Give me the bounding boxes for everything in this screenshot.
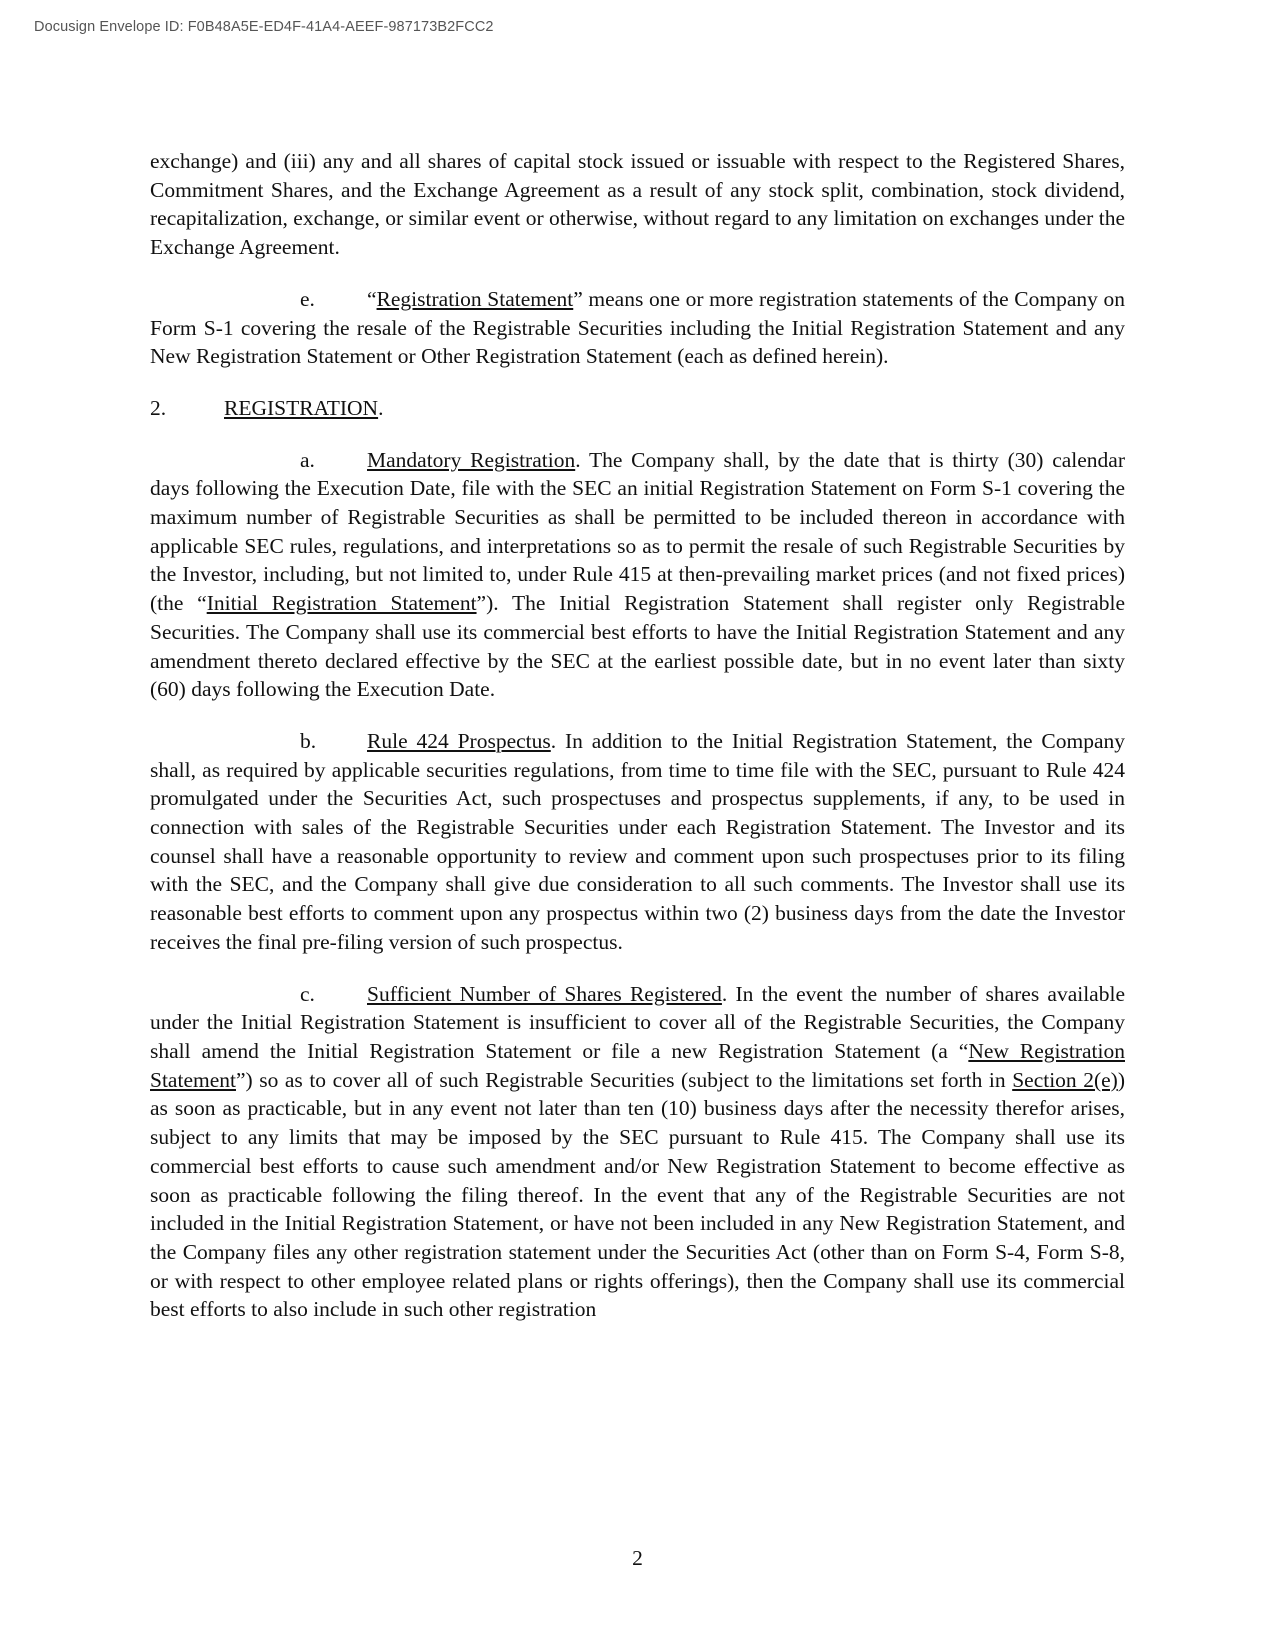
item-a-text-2: ”). The Initial Registration Statement shall register only Registrable Securities. The Company shall use its commercial best efforts to have the Initial Registration Statement and any amendment thereto declared effective by the SEC at the earliest possible date, but in no event later than sixty (60) days following the Execution Date. [150, 591, 1126, 702]
section-2-heading [150, 394, 1125, 423]
item-b-heading: Rule 424 Prospectus [367, 728, 551, 753]
definition-e-text: ” means one or more registration statements of the Company on Form S-1 covering the resale of the Registrable Securities including the Initial Registration Statement and any New Registration Statement or Other Registration Statement (each as defined herein). [150, 286, 1125, 369]
item-c-heading: Sufficient Number of Shares Registered [367, 981, 722, 1006]
item-b-text: . In addition to the Initial Registration Statement, the Company shall, as required by applicable securities regulations, from time to time file with the SEC, pursuant to Rule 424 promulgated under the Securities Act, such prospectuses and prospectus supplements, if any, to be used in connection with sales of the Registrable Securities under each Registration Statement. The Investor and its counsel shall have a reasonable opportunity to review and comment upon such prospectuses prior to its filing with the SEC, and the Company shall give due consideration to all such comments. The Investor shall use its reasonable best efforts to comment upon any prospectus within two (2) business days from the date the Investor receives the final pre-filing version of such prospectus. [150, 728, 1125, 954]
section-2-title: REGISTRATION [224, 395, 379, 420]
item-b [150, 727, 1125, 957]
item-a-text-1: . The Company shall, by the date that is thirty (30) calendar days following the Execution Date, file with the SEC an initial Registration Statement on Form S-1 covering the maximum number of Registrable Securities as shall be permitted to be included thereon in accordance with applicable SEC rules, regulations, and interpretations so as to permit the resale of such Registrable Securities by the Investor, including, but not limited to, under Rule 415 at then-prevailing market prices (and not fixed prices) (the “ [150, 447, 1125, 616]
document-body [150, 147, 1125, 1347]
page-number: 2 [632, 1546, 643, 1570]
definition-e-open-quote: “ [367, 286, 377, 311]
item-a-heading: Mandatory Registration [367, 447, 576, 472]
item-a [150, 446, 1125, 704]
docusign-envelope-id: Docusign Envelope ID: F0B48A5E-ED4F-41A4-AEEF-987173B2FCC2 [34, 19, 494, 35]
section-2-period: . [378, 395, 384, 420]
definition-e [150, 285, 1125, 371]
item-a-term: Initial Registration Statement [206, 591, 477, 616]
paragraph-continuation: exchange) and (iii) any and all shares of capital stock issued or issuable with respect to the Registered Shares, Commitment Shares, and the Exchange Agreement as a result of any stock split, combination, stock dividend, recapitalization, exchange, or similar event or otherwise, without regard to any limitation on exchanges under the Exchange Agreement. [150, 149, 1125, 260]
item-b-label: b. [300, 728, 317, 753]
definition-e-label: e. [300, 286, 315, 311]
item-c-term: New Registration Statement [150, 1038, 1125, 1092]
item-c-text-3: ) as soon as practicable, but in any event not later than ten (10) business days after the necessity therefor arises, subject to any limits that may be imposed by the SEC pursuant to Rule 415. The Company shall use its commercial best efforts to cause such amendment and/or New Registration Statement to become effective as soon as practicable following the filing thereof. In the event that any of the Registrable Securities are not included in the Initial Registration Statement, or have not been included in any New Registration Statement, and the Company files any other registration statement under the Securities Act (other than on Form S-4, Form S-8, or with respect to other employee related plans or rights offerings), then the Company shall use its commercial best efforts to also include in such other registration [150, 1067, 1125, 1322]
item-c-label: c. [300, 981, 315, 1006]
section-2-number: 2. [150, 395, 167, 420]
item-c [150, 980, 1125, 1324]
item-c-text-1: . In the event the number of shares available under the Initial Registration Statement is insufficient to cover all of the Registrable Securities, the Company shall amend the Initial Registration Statement or file a new Registration Statement (a “ [150, 981, 1125, 1063]
item-c-section-ref: Section 2(e) [1012, 1067, 1118, 1092]
item-a-label: a. [300, 447, 315, 472]
item-c-text-2: ”) so as to cover all of such Registrable Securities (subject to the limitations set forth in [235, 1067, 1013, 1092]
definition-e-term: Registration Statement [376, 286, 574, 311]
